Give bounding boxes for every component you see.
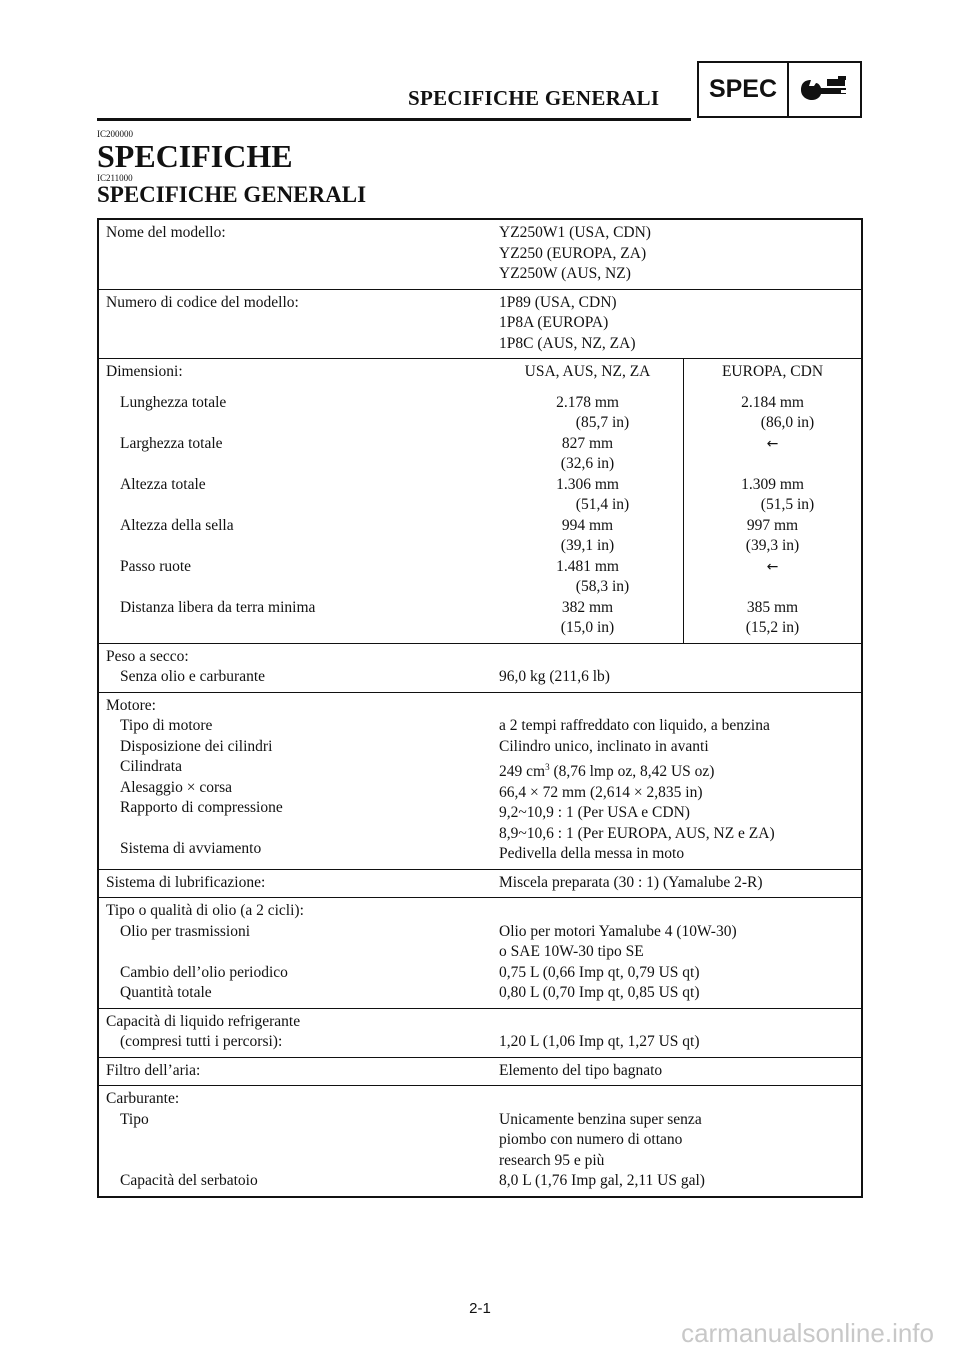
fuel-type: research 95 e più [499, 1151, 605, 1169]
weight-sub-label: Senza olio e carburante [120, 668, 266, 685]
header-rule [97, 118, 691, 121]
dimension-value: 382 mm [561, 598, 614, 616]
table-row [98, 289, 862, 359]
watermark: carmanualsonline.info [681, 1318, 934, 1348]
dimension-value: 827 mm [561, 434, 614, 452]
model-code: 1P8A (EUROPA) [499, 314, 609, 331]
engine-disp-label: Cilindrata [120, 758, 182, 775]
same-as-left-arrow-icon: ← [766, 558, 779, 575]
engine-bore: 66,4 × 72 mm (2,614 × 2,835 in) [499, 783, 703, 801]
engine-comp: 8,9~10,6 : 1 (Per EUROPA, AUS, NZ e ZA) [499, 824, 775, 842]
dimension-value: 1.309 mm [741, 475, 804, 493]
dimension-label: Altezza totale [120, 475, 206, 493]
dimension-value: 994 mm [561, 516, 614, 534]
dimension-value: (32,6 in) [560, 455, 615, 472]
table-row [98, 1057, 862, 1086]
engine-disp: 249 $cm^3$ (8,76 lmp oz, 8,42 US oz) [499, 762, 715, 781]
fuel-tank: 8,0 L (1,76 Imp gal, 2,11 US gal) [499, 1172, 705, 1190]
spec-badge-label: SPEC [699, 63, 789, 116]
dimension-value: 2.178 mm [556, 393, 619, 411]
fuel-label: Carburante: [106, 1090, 180, 1108]
engine-label: Motore: [106, 696, 156, 714]
fuel-type: piombo con numero di ottano [499, 1131, 683, 1149]
spec-badge [697, 61, 862, 118]
table-row [98, 219, 862, 289]
dimension-label: Larghezza totale [120, 434, 223, 452]
oil-trans: o SAE 10W-30 tipo SE [499, 943, 644, 961]
coolant-label: Capacità di liquido refrigerante [106, 1012, 301, 1030]
weight-value: 96,0 kg (211,6 lb) [499, 668, 610, 685]
model-code-label: Numero di codice del modello: [106, 293, 299, 311]
engine-comp-label: Rapporto di compressione [120, 799, 283, 816]
fuel-type: Unicamente benzina super senza [499, 1110, 702, 1128]
fuel-type-label: Tipo [120, 1110, 149, 1128]
oil-trans-label: Olio per trasmissioni [120, 922, 251, 940]
model-name: YZ250 (EUROPA, ZA) [499, 244, 647, 262]
table-row [98, 692, 862, 869]
dimension-value: 1.306 mm [556, 475, 619, 493]
dimension-value: 385 mm [746, 598, 799, 616]
engine-comp: 9,2~10,9 : 1 (Per USA e CDN) [499, 804, 690, 822]
air-filter-label: Filtro dell’aria: [106, 1061, 201, 1079]
engine-type-label: Tipo di motore [120, 717, 213, 734]
dimension-label: Altezza della sella [120, 516, 234, 534]
dimension-value: (15,2 in) [745, 619, 800, 636]
dimensions-col1-header: USA, AUS, NZ, ZA [524, 363, 651, 380]
dimensions-label: Dimensioni: [106, 363, 183, 380]
dimension-value: (15,0 in) [560, 619, 615, 636]
section-heading: SPECIFICHE [97, 138, 293, 174]
dimension-label: Distanza libera da terra minima [120, 598, 316, 616]
table-row [98, 1008, 862, 1057]
lubrication-label: Sistema di lubrificazione: [106, 873, 266, 891]
engine-cyl-label: Disposizione dei cilindri [120, 737, 273, 755]
dimension-value: (58,3 in) [575, 578, 630, 595]
engine-cyl: Cilindro unico, inclinato in avanti [499, 737, 709, 755]
model-code: 1P89 (USA, CDN) [499, 293, 617, 311]
engine-bore-label: Alesaggio × corsa [120, 778, 233, 796]
subsection-code: IC211000 [97, 173, 133, 183]
dimension-label: Passo ruote [120, 557, 192, 575]
model-name: YZ250W (AUS, NZ) [499, 265, 631, 282]
dimension-value: 997 mm [746, 516, 799, 534]
dimension-value: (86,0 in) [760, 414, 815, 431]
page-number: 2-1 [469, 1300, 491, 1317]
oil-total: 0,80 L (0,70 Imp qt, 0,85 US qt) [499, 984, 700, 1002]
coolant-sub-label: (compresi tutti i percorsi): [120, 1033, 283, 1051]
dimension-value: (39,1 in) [560, 537, 615, 554]
table-row [98, 1086, 862, 1197]
oil-total-label: Quantità totale [120, 984, 212, 1002]
dimension-value: (51,4 in) [575, 496, 630, 513]
engine-start-label: Sistema di avviamento [120, 840, 262, 857]
model-name: YZ250W1 (USA, CDN) [499, 224, 651, 241]
engine-type: a 2 tempi raffreddato con liquido, a benzina [499, 717, 770, 734]
dimensions-col2-header: EUROPA, CDN [721, 363, 824, 380]
dimension-value: (39,3 in) [745, 537, 800, 554]
dimension-value: (51,5 in) [760, 496, 815, 513]
oil-label: Tipo o qualità di olio (a 2 cicli): [106, 902, 304, 920]
model-name-label: Nome del modello: [106, 224, 226, 241]
table-row [98, 869, 862, 898]
dimension-value: 1.481 mm [556, 557, 619, 575]
dimension-value: 2.184 mm [741, 393, 804, 411]
wrench-icon [789, 63, 860, 116]
dimension-label: Lunghezza totale [120, 393, 227, 411]
dimension-value: (85,7 in) [575, 414, 630, 431]
weight-label: Peso a secco: [106, 647, 189, 665]
section-code: IC200000 [97, 129, 133, 139]
air-filter-value: Elemento del tipo bagnato [499, 1061, 663, 1079]
subsection-heading: SPECIFICHE GENERALI [97, 182, 367, 207]
model-code: 1P8C (AUS, NZ, ZA) [499, 334, 636, 352]
page-header-title: SPECIFICHE GENERALI [408, 86, 660, 110]
table-row [98, 643, 862, 692]
engine-start: Pedivella della messa in moto [499, 845, 685, 863]
coolant-value: 1,20 L (1,06 Imp qt, 1,27 US qt) [499, 1033, 700, 1051]
oil-periodic: 0,75 L (0,66 Imp qt, 0,79 US qt) [499, 963, 700, 981]
spec-table [97, 218, 863, 1198]
oil-periodic-label: Cambio dell’olio periodico [120, 963, 288, 981]
same-as-left-arrow-icon: ← [766, 435, 779, 452]
table-row [98, 898, 862, 1009]
lubrication-value: Miscela preparata (30 : 1) (Yamalube 2-R) [499, 873, 763, 891]
oil-trans: Olio per motori Yamalube 4 (10W-30) [499, 922, 737, 940]
fuel-tank-label: Capacità del serbatoio [120, 1172, 258, 1190]
table-row [98, 359, 862, 644]
